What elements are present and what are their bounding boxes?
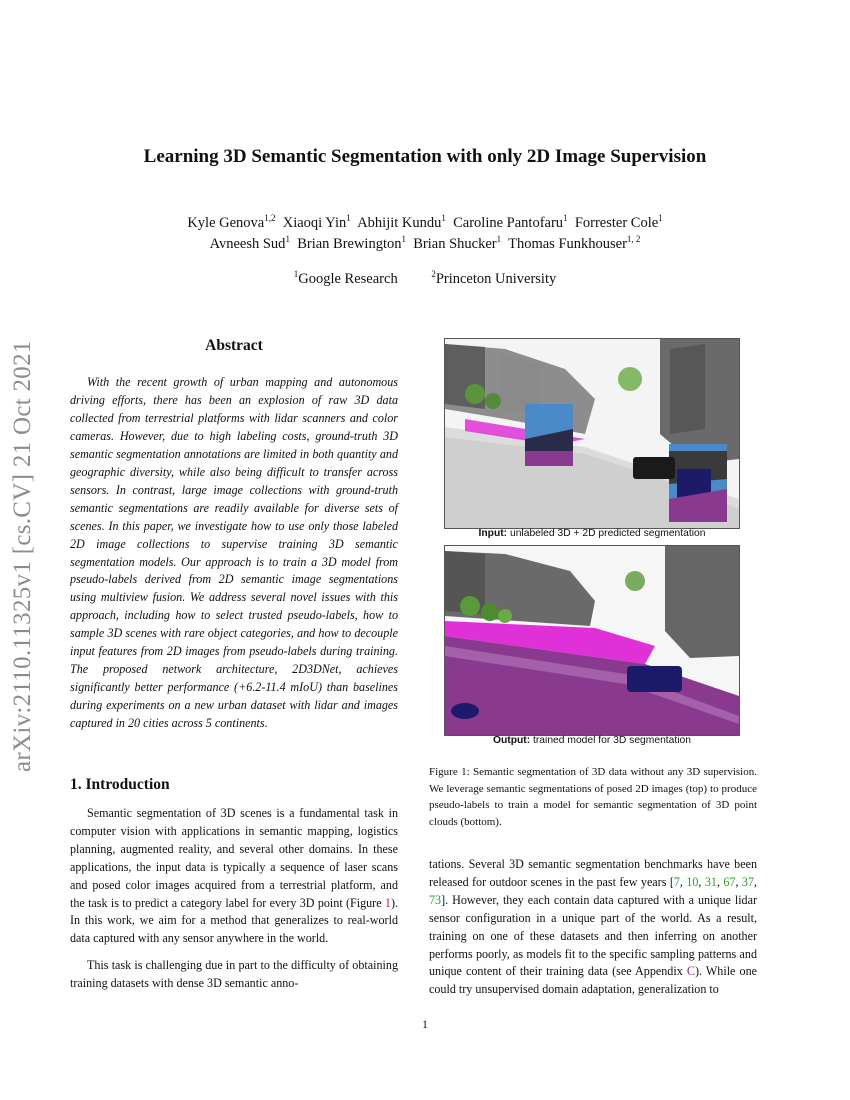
affiliation: $^2$Princeton University (431, 269, 557, 287)
intro-paragraph-2: This task is challenging due in part to the difficulty of obtaining training datasets with dense 3D semantic anno- (70, 958, 398, 990)
affiliation: $^1$Google Research (293, 269, 398, 287)
citation-link[interactable]: 31 (704, 874, 717, 889)
abstract-text: With the recent growth of urban mapping and autonomous driving efforts, there has been an explosion of raw 3D data collected from terrestrial platforms with lidar scanners and color cameras. However, due to high labeling costs, ground-truth 3D semantic segmentation annotations are limited in both quantity and geographic diversity, while also being difficult to transfer across sensors. In contrast, large image collections with ground-truth semantic segmentations are readily available for diverse sets of scenes. In this paper, we investigate how to use only those labeled 2D image collections to supervise training 3D semantic segmentation models. Our approach is to train a 3D model from pseudo-labels derived from 2D semantic image segmentations using multiview fusion. We address several novel issues with this approach, including how to select trusted pseudo-labels, how to sample 3D scenes with rare object categories, and how to decouple input features from 2D images from pseudo-labels during training. The proposed network architecture, 2D3DNet, achieves significantly better performance (+6.2-11.4 mIoU) than baselines during experiments on a new urban dataset with lidar and images captured in 20 cities across 5 continents. (70, 375, 398, 731)
citation-link[interactable]: 67 (723, 874, 736, 889)
intro-paragraph-1: Semantic segmentation of 3D scenes is a fundamental task in computer vision with applications in semantic mapping, logistics planning, augmented reality, and several other domains. In these applications, the input data is typically a sequence of laser scans and posed color images acquired from a terrestrial platform, and the task is to predict a category label for every 3D point (Figure 1). In this work, we aim for a method that generalizes to real-world data captured with any sensor anywhere in the world. (70, 806, 398, 946)
input-point-cloud-image (445, 339, 739, 528)
figure-input-panel (444, 338, 740, 529)
author: Brian Brewington$^1$ (297, 234, 406, 252)
author: Xiaoqi Yin$^1$ (282, 213, 351, 231)
paper-title: Learning 3D Semantic Segmentation with only 2D Image Supervision (143, 146, 707, 167)
author: Caroline Pantofaru$^1$ (453, 213, 568, 231)
affiliations (0, 269, 850, 288)
citation-link[interactable]: 7 (673, 874, 680, 889)
author: Brian Shucker$^1$ (413, 234, 502, 252)
figure-output-label: Output: trained model for 3D segmentation (492, 735, 691, 746)
page-number: 1 (422, 1017, 428, 1031)
appendix-reference-link[interactable]: C (686, 964, 695, 979)
right-column-paragraph: tations. Several 3D semantic segmentation benchmarks have been released for outdoor scenes in the past few years [7, 10, 31, 67, 37, 73]. However, they each contain data captured with a unique lidar sensor configuration in a unique part of the world. As a result, training on one of these datasets and then inferring on another performs poorly, as models fit to the specific sampling patterns and unique content of their training data (see Appendix C). While one could try unsupervised domain adaptation, generalization to (429, 857, 758, 997)
author: Thomas Funkhouser$^{1, 2}$ (508, 234, 641, 252)
author: Forrester Cole$^1$ (574, 213, 663, 231)
author: Kyle Genova$^{1,2}$ (187, 213, 276, 231)
author-list-line-2 (0, 234, 850, 253)
abstract-heading: Abstract (205, 337, 263, 354)
author: Abhijit Kundu$^1$ (357, 213, 446, 231)
citation-link[interactable]: 73 (429, 892, 442, 907)
author: Avneesh Sud$^1$ (209, 234, 290, 252)
output-segmentation-image (445, 546, 739, 735)
figure-caption: Figure 1: Semantic segmentation of 3D data without any 3D supervision. We leverage semantic segmentations of posed 2D images (top) to produce pseudo-labels to train a model for semantic segmentation of 3D point clouds (bottom). (429, 766, 757, 829)
author-list-line-1 (0, 213, 850, 232)
figure-input-label: Input: unlabeled 3D + 2D predicted segmentation (478, 528, 706, 539)
section-heading-introduction: 1. Introduction (70, 776, 170, 793)
citation-link[interactable]: 37 (741, 874, 755, 889)
figure-reference-link[interactable]: 1 (384, 895, 391, 910)
figure-output-panel (444, 545, 740, 736)
arxiv-identifier: arXiv:2110.11325v1 [cs.CV] 21 Oct 2021 (9, 340, 36, 772)
citation-link[interactable]: 10 (686, 874, 699, 889)
